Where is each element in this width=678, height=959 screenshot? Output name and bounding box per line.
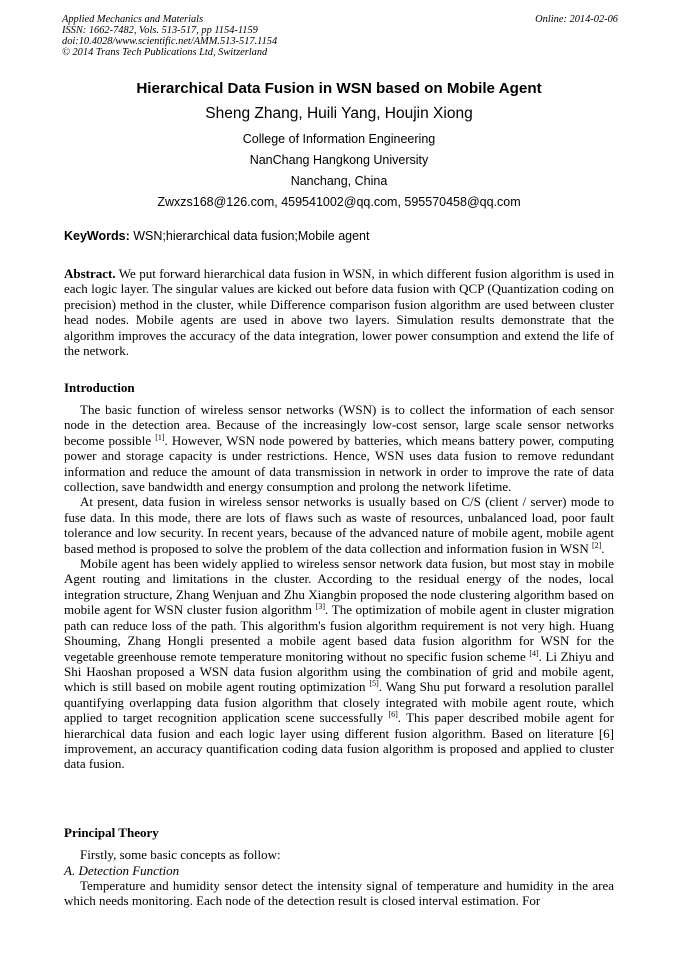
intro-paragraph-3: Mobile agent has been widely applied to wireless sensor network data fusion, but most stay in mobile Agent routing and limitations in the cluster. According to the residual energy of the nodes, local integration structure, Zhang Wenjuan and Zhu Xiangbin proposed the node clustering algorithm based on mobile agent for WSN cluster fusion algorithm [3]. The optimization of mobile agent in cluster migration path can reduce loss of the path. This algorithm's fusion algorithm requirement is not very high. Huang Shouming, Zhang Hongli presented a mobile agent based data fusion algorithm for WSN for the vegetable greenhouse remote temperature monitoring without no specific fusion scheme [4]. Li Zhiyu and Shi Haoshan proposed a WSN data fusion algorithm using the combination of grid and mobile agent, which is still based on mobile agent routing optimization [5]. Wang Shu put forward a resolution parallel quantifying overlapping data fusion algorithm that closely integrated with mobile agent route, which applied to target recognition application scene successfully [6]. This paper described mobile agent for hierarchical data fusion and each logic layer using different fusion algorithm. Based on literature [6] improvement, an accuracy quantification coding data fusion algorithm is proposed and applied to cluster data fusion.: [64, 556, 614, 772]
abstract-label: Abstract.: [64, 266, 116, 281]
section-heading-principal-theory: Principal Theory: [64, 825, 159, 840]
citation-5: [5]: [369, 679, 379, 689]
affiliation-college: College of Information Engineering: [242, 132, 436, 146]
author-emails: Zwxzs168@126.com, 459541002@qq.com, 595570458@qq.com: [157, 195, 521, 209]
section-heading-introduction: Introduction: [64, 380, 135, 395]
citation-6: [6]: [388, 710, 398, 720]
copyright-line: © 2014 Trans Tech Publications Ltd, Switzerland: [62, 47, 268, 58]
keywords-label: KeyWords:: [64, 229, 130, 243]
citation-4: [4]: [529, 648, 539, 658]
keywords-text: WSN;hierarchical data fusion;Mobile agent: [129, 229, 370, 243]
principal-theory-paragraph: Temperature and humidity sensor detect the intensity signal of temperature and humidity in the area which needs monitoring. Each node of the detection result is closed interval estimation. For: [64, 878, 614, 909]
principal-theory-intro: Firstly, some basic concepts as follow:: [80, 847, 281, 862]
intro-paragraph-1: The basic function of wireless sensor networks (WSN) is to collect the information of each sensor node in the detection area. Because of the increasingly low-cost sensor, large scale sensor networks become possible [1]. However, WSN node powered by batteries, which means battery power, computing power and storage capacity is under restrictions. Hence, WSN uses data fusion to remove redundant information and reduce the amount of data transmission in network in order to improve the rate of data collection, save bandwidth and energy consumption and prolong the network lifetime.: [64, 402, 614, 495]
paper-title: Hierarchical Data Fusion in WSN based on Mobile Agent: [136, 80, 542, 97]
author-list: Sheng Zhang, Huili Yang, Houjin Xiong: [205, 105, 473, 122]
subsection-detection-function: A. Detection Function: [64, 863, 180, 878]
citation-1: [1]: [155, 432, 165, 442]
online-date: Online: 2014-02-06: [535, 14, 618, 25]
introduction-body: [64, 402, 614, 772]
intro-paragraph-2: At present, data fusion in wireless sensor networks is usually based on C/S (client / server) mode to fuse data. In this mode, there are lots of flaws such as waste of resources, unbalanced load, poor fault tolerance and low security. In recent years, because of the advanced nature of mobile agent, mobile agent based method is proposed to solve the problem of the data collection and information fusion in WSN [2].: [64, 494, 614, 556]
affiliation-university: NanChang Hangkong University: [249, 153, 429, 167]
citation-2: [2]: [591, 540, 602, 550]
journal-name: Applied Mechanics and Materials: [62, 14, 204, 25]
journal-header: [62, 14, 618, 58]
affiliation-city: Nanchang, China: [290, 174, 388, 188]
abstract: [64, 266, 614, 358]
issn-line: ISSN: 1662-7482, Vols. 513-517, pp 1154-1159: [62, 25, 258, 36]
abstract-text: We put forward hierarchical data fusion in WSN, in which different fusion algorithm is used in each logic layer. The singular values are kicked out before data fusion with QCP (Quantization coding on precision) method in the cluster, while Difference comparison fusion algorithm are used between cluster head nodes. Mobile agents are used in above two layers. Simulation results demonstrate that the algorithm improves the accuracy of the data integration, lower power consumption and extend the life of the network.: [64, 266, 614, 359]
citation-3: [3]: [315, 602, 326, 612]
keywords: [64, 229, 369, 243]
doi-line: doi:10.4028/www.scientific.net/AMM.513-517.1154: [62, 36, 278, 47]
